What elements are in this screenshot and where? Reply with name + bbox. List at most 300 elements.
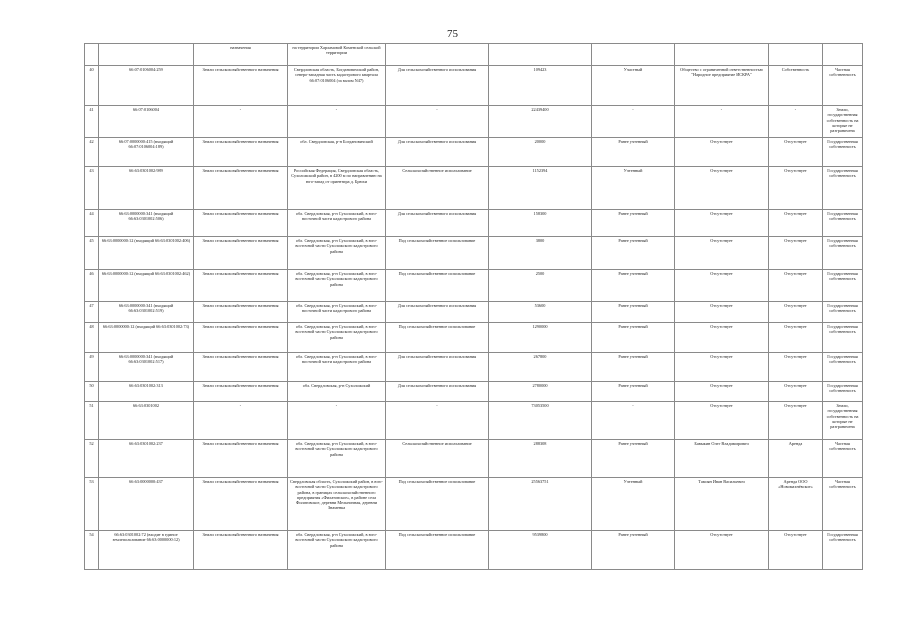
record-status-cell <box>592 44 675 66</box>
right-holder-cell <box>675 106 769 138</box>
right-type-cell <box>769 167 823 210</box>
permitted-use-cell <box>386 237 489 270</box>
permitted-use-text: Для сельскохозяйственного использования <box>397 211 477 216</box>
right-type-cell <box>769 138 823 167</box>
address-text: обл. Свердловская, р-н Сухоложский, в юго-восточной части Сухоложского кадастрового района <box>295 441 378 457</box>
address-cell <box>288 237 386 270</box>
permitted-use-text: Для сельскохозяйственного использования <box>397 354 477 359</box>
permitted-use-text: Для сельскохозяйственного использования <box>397 139 477 144</box>
land-category-text: Земли сельскохозяйственного назначения <box>202 303 279 308</box>
table-row <box>85 138 863 167</box>
right-type-cell <box>769 531 823 570</box>
record-status-text: Ранее учтенный <box>618 211 648 216</box>
record-status-cell <box>592 323 675 353</box>
area-cell <box>489 66 592 106</box>
address-cell <box>288 440 386 478</box>
table-row <box>85 210 863 237</box>
land-category-cell <box>194 167 288 210</box>
ownership-form-cell <box>823 440 863 478</box>
right-type-cell <box>769 302 823 323</box>
address-text: обл. Свердловская, р-н Сухоложский <box>302 383 371 388</box>
record-status-cell <box>592 478 675 531</box>
right-type-cell <box>769 210 823 237</box>
address-text: Российская Федерация, Свердловская область, Сухоложский район, в 4200 м по направлению на юго-запад от ориентира д. Брюхи <box>291 168 382 184</box>
right-type-cell <box>769 323 823 353</box>
land-category-text: Земли сельскохозяйственного назначения <box>202 532 279 537</box>
cadastral-number-text: 66:63:0000000:12 (входящий 66:63:0301002:462) <box>101 271 191 276</box>
cadastral-number-cell <box>99 66 194 106</box>
table-row <box>85 302 863 323</box>
permitted-use-text: Для сельскохозяйственного использования <box>397 67 477 72</box>
permitted-use-text: Под сельскохозяйственное использование <box>398 324 476 329</box>
right-type-text: Отсутствует <box>784 532 807 537</box>
area-text: 3800 <box>535 238 545 243</box>
land-category-text: Земли сельскохозяйственного назначения <box>202 324 279 329</box>
row-number-cell <box>85 302 99 323</box>
right-type-cell <box>769 237 823 270</box>
ownership-form-cell <box>823 478 863 531</box>
ownership-form-text: Государственная собственность <box>827 168 858 179</box>
cadastral-number-text: 66:63:0301002 <box>132 403 160 408</box>
ownership-form-text: Государственная собственность <box>827 324 858 335</box>
land-plots-table <box>84 43 863 570</box>
right-holder-text: Бавыкин Олег Владимирович <box>694 441 749 446</box>
row-number-text: 51 <box>89 403 94 408</box>
ownership-form-text: Государственная собственность <box>827 303 858 314</box>
right-holder-cell <box>675 440 769 478</box>
record-status-cell <box>592 66 675 106</box>
land-category-cell <box>194 66 288 106</box>
land-category-text: Земли сельскохозяйственного назначения <box>202 168 279 173</box>
record-status-text: Ранее учтенный <box>618 383 648 388</box>
right-holder-cell <box>675 167 769 210</box>
right-type-text: Отсутствует <box>784 354 807 359</box>
record-status-cell <box>592 237 675 270</box>
record-status-cell <box>592 302 675 323</box>
ownership-form-text: Государственная собственность <box>827 271 858 282</box>
address-text: - <box>335 403 338 408</box>
row-number-cell <box>85 353 99 382</box>
land-category-text: Земли сельскохозяйственного назначения <box>202 383 279 388</box>
land-category-text: Земли сельскохозяйственного назначения <box>202 479 279 484</box>
address-text: - <box>335 107 338 112</box>
cadastral-number-cell <box>99 237 194 270</box>
area-text: 9539800 <box>532 532 548 537</box>
area-cell <box>489 382 592 402</box>
right-type-text: Собственность <box>781 67 810 72</box>
right-holder-cell <box>675 237 769 270</box>
table-row <box>85 402 863 440</box>
record-status-cell <box>592 353 675 382</box>
area-text: 25563751 <box>531 479 549 484</box>
table-row <box>85 323 863 353</box>
row-number-cell <box>85 478 99 531</box>
address-cell <box>288 353 386 382</box>
land-category-text: - <box>239 107 242 112</box>
permitted-use-text: Сельскохозяйственное использование <box>402 441 472 446</box>
ownership-form-cell <box>823 167 863 210</box>
address-text: обл. Свердловская, р-н Сухоложский, в юго-восточной части кадастрового района <box>295 303 378 314</box>
permitted-use-text: Сельскохозяйственное использование <box>402 168 472 173</box>
permitted-use-cell <box>386 210 489 237</box>
table-row <box>85 44 863 66</box>
right-type-text: Отсутствует <box>784 271 807 276</box>
area-cell <box>489 402 592 440</box>
area-cell <box>489 167 592 210</box>
record-status-text: Ранее учтенный <box>618 441 648 446</box>
right-type-text: Отсутствует <box>784 211 807 216</box>
right-holder-cell <box>675 353 769 382</box>
area-text: 2500 <box>535 271 545 276</box>
land-category-cell <box>194 302 288 323</box>
land-category-text: - <box>239 403 242 408</box>
row-number-text: 49 <box>89 354 94 359</box>
table-row <box>85 237 863 270</box>
address-cell <box>288 167 386 210</box>
ownership-form-cell <box>823 237 863 270</box>
ownership-form-text: Частная собственность <box>829 479 856 490</box>
right-holder-text: Отсутствует <box>710 324 733 329</box>
ownership-form-cell <box>823 270 863 302</box>
permitted-use-cell <box>386 478 489 531</box>
cadastral-number-text: 66:63:0301002:72 (входит в единое землепользование 66:63:0000000:12) <box>112 532 180 543</box>
right-holder-cell <box>675 138 769 167</box>
right-type-text: Аренда <box>788 441 803 446</box>
cadastral-number-text: 66:63:0000000:341 (входящий 66:63:0301002:519) <box>118 303 174 314</box>
area-cell <box>489 531 592 570</box>
row-number-cell <box>85 210 99 237</box>
cadastral-number-text: 66:63:0000000:437 <box>129 479 163 484</box>
right-type-cell <box>769 66 823 106</box>
address-cell <box>288 270 386 302</box>
row-number-text: 40 <box>89 67 94 72</box>
area-cell <box>489 106 592 138</box>
land-category-text: Земли сельскохозяйственного назначения <box>202 441 279 446</box>
address-cell <box>288 106 386 138</box>
land-category-cell <box>194 478 288 531</box>
row-number-text: 52 <box>89 441 94 446</box>
table-row <box>85 353 863 382</box>
ownership-form-cell <box>823 66 863 106</box>
address-text: обл. Свердловская, р-н Сухоложский, в юго-восточной части кадастрового района <box>295 354 378 365</box>
ownership-form-cell <box>823 138 863 167</box>
record-status-cell <box>592 138 675 167</box>
cadastral-number-cell <box>99 478 194 531</box>
row-number-text: 43 <box>89 168 94 173</box>
record-status-text: Участный <box>623 67 643 72</box>
area-cell <box>489 440 592 478</box>
land-category-cell <box>194 237 288 270</box>
land-category-cell <box>194 531 288 570</box>
address-cell <box>288 302 386 323</box>
area-cell <box>489 302 592 323</box>
address-text: обл. Свердловская, р-н Сухоложский, в юго-восточной части Сухоложского кадастрового района <box>295 324 378 340</box>
permitted-use-text: Под сельскохозяйственное использование <box>398 532 476 537</box>
address-text: Свердловская область, Сухоложский район, в юго-восточной части Сухоложского кадастрового района, в границах сельскохозяйственного предприятия «Филатовское», в районе села Филатовское, деревни Мельничная, деревни Знаменка <box>290 479 383 511</box>
permitted-use-text: - <box>436 107 438 112</box>
table-row <box>85 478 863 531</box>
land-category-cell <box>194 106 288 138</box>
right-type-text: Отсутствует <box>784 168 807 173</box>
right-holder-text: Отсутствует <box>710 303 733 308</box>
record-status-text: Учтенный <box>623 168 643 173</box>
permitted-use-cell <box>386 138 489 167</box>
address-text: обл. Свердловская, р-н Сухоложский, в юго-восточной части кадастрового района <box>295 211 378 222</box>
row-number-text: 53 <box>89 479 94 484</box>
cadastral-number-cell <box>99 44 194 66</box>
area-cell <box>489 138 592 167</box>
area-text: 20000 <box>534 139 546 144</box>
right-holder-text: Отсутствует <box>710 168 733 173</box>
right-type-text: Отсутствует <box>784 403 807 408</box>
right-holder-cell <box>675 66 769 106</box>
row-number-cell <box>85 167 99 210</box>
land-category-cell <box>194 323 288 353</box>
right-holder-text: Отсутствует <box>710 139 733 144</box>
land-category-text: Земли сельскохозяйственного назначения <box>202 211 279 216</box>
cadastral-number-cell <box>99 402 194 440</box>
permitted-use-cell <box>386 44 489 66</box>
cadastral-number-text: 66:07:0106004 <box>132 107 160 112</box>
address-text: Свердловская область, Богдановичский район, северо-западная часть кадастрового квартала 66:07:0106004 (за валом N47) <box>293 67 380 83</box>
record-status-text: - <box>632 107 634 112</box>
row-number-cell <box>85 237 99 270</box>
permitted-use-text: Под сельскохозяйственное использование <box>398 479 476 484</box>
right-holder-cell <box>675 302 769 323</box>
row-number-cell <box>85 270 99 302</box>
ownership-form-cell <box>823 106 863 138</box>
row-number-cell <box>85 440 99 478</box>
record-status-text: Ранее учтенный <box>618 238 648 243</box>
record-status-text: Ранее учтенный <box>618 532 648 537</box>
permitted-use-text: Под сельскохозяйственное использование <box>398 238 476 243</box>
ownership-form-cell <box>823 302 863 323</box>
right-type-cell <box>769 44 823 66</box>
right-type-cell <box>769 402 823 440</box>
right-holder-text: Отсутствует <box>710 211 733 216</box>
record-status-cell <box>592 382 675 402</box>
address-cell <box>288 44 386 66</box>
address-cell <box>288 382 386 402</box>
ownership-form-text: Государственная собственность <box>827 383 858 394</box>
row-number-text: 46 <box>89 271 94 276</box>
permitted-use-cell <box>386 323 489 353</box>
row-number-text: 45 <box>89 238 94 243</box>
record-status-cell <box>592 210 675 237</box>
ownership-form-text: Государственная собственность <box>827 238 858 249</box>
right-type-text: Аренда ООО «Новомахнёвское» <box>778 479 813 490</box>
right-type-cell <box>769 270 823 302</box>
land-category-cell <box>194 440 288 478</box>
ownership-form-cell <box>823 531 863 570</box>
right-holder-cell <box>675 402 769 440</box>
permitted-use-cell <box>386 270 489 302</box>
cadastral-number-cell <box>99 210 194 237</box>
area-text: 109423 <box>533 67 547 72</box>
permitted-use-cell <box>386 302 489 323</box>
land-category-cell <box>194 138 288 167</box>
cadastral-number-text: 66:63:0301002:313 <box>129 383 163 388</box>
right-type-text: Отсутствует <box>784 383 807 388</box>
row-number-cell <box>85 66 99 106</box>
right-type-cell <box>769 440 823 478</box>
ownership-form-cell <box>823 353 863 382</box>
land-category-cell <box>194 353 288 382</box>
cadastral-number-cell <box>99 167 194 210</box>
cadastral-number-cell <box>99 323 194 353</box>
cadastral-number-text: 66:63:0301002:237 <box>129 441 163 446</box>
cadastral-number-text: 66:63:0000000:341 (входящий 66:63:0301002:517) <box>118 354 174 365</box>
address-cell <box>288 478 386 531</box>
page-number: 75 <box>447 28 458 40</box>
ownership-form-cell <box>823 402 863 440</box>
record-status-text: Учтенный <box>623 479 643 484</box>
record-status-cell <box>592 402 675 440</box>
ownership-form-text: Земли, государственная собственность на которые не разграничена <box>826 403 859 430</box>
right-type-text: Отсутствует <box>784 238 807 243</box>
area-cell <box>489 323 592 353</box>
record-status-text: Ранее учтенный <box>618 271 648 276</box>
right-holder-cell <box>675 323 769 353</box>
cadastral-number-text: 66:63:0000000:341 (входящий 66:63:0301002:506) <box>118 211 174 222</box>
area-cell <box>489 478 592 531</box>
land-category-cell <box>194 44 288 66</box>
table-row <box>85 382 863 402</box>
ownership-form-text: Земли, государственная собственность на которые не разграничена <box>826 107 859 134</box>
table-row <box>85 167 863 210</box>
right-holder-cell <box>675 382 769 402</box>
land-category-cell <box>194 382 288 402</box>
right-holder-text: Отсутствует <box>710 238 733 243</box>
permitted-use-cell <box>386 440 489 478</box>
row-number-cell <box>85 323 99 353</box>
address-cell <box>288 138 386 167</box>
row-number-text: 44 <box>89 211 94 216</box>
permitted-use-cell <box>386 531 489 570</box>
ownership-form-text: Государственная собственность <box>827 211 858 222</box>
row-number-cell <box>85 402 99 440</box>
record-status-text: Ранее учтенный <box>618 303 648 308</box>
record-status-cell <box>592 270 675 302</box>
right-holder-cell <box>675 478 769 531</box>
table-row <box>85 270 863 302</box>
address-text: на территории Харламовой Коменской сельской территории <box>292 45 381 56</box>
right-holder-text: - <box>720 107 723 112</box>
cadastral-number-cell <box>99 138 194 167</box>
right-holder-text: Отсутствует <box>710 383 733 388</box>
permitted-use-cell <box>386 382 489 402</box>
row-number-text: 54 <box>89 532 94 537</box>
row-number-text: 50 <box>89 383 94 388</box>
record-status-text: - <box>632 403 634 408</box>
right-type-cell <box>769 478 823 531</box>
cadastral-number-text: 66:07:0000000:415 (входящий 66:07:0106004:189) <box>118 139 174 150</box>
cadastral-number-cell <box>99 270 194 302</box>
area-text: 1290000 <box>532 324 548 329</box>
permitted-use-text: Под сельскохозяйственное использование <box>398 271 476 276</box>
land-category-cell <box>194 270 288 302</box>
right-type-cell <box>769 353 823 382</box>
permitted-use-cell <box>386 106 489 138</box>
right-holder-text: Отсутствует <box>710 532 733 537</box>
record-status-cell <box>592 440 675 478</box>
right-holder-text: Отсутствует <box>710 354 733 359</box>
permitted-use-cell <box>386 353 489 382</box>
address-cell <box>288 210 386 237</box>
cadastral-number-cell <box>99 353 194 382</box>
right-holder-cell <box>675 270 769 302</box>
address-text: обл. Свердловская, р-н Сухоложский, в юго-восточной части Сухоложского кадастрового района <box>295 238 378 254</box>
table-row <box>85 531 863 570</box>
right-holder-cell <box>675 44 769 66</box>
ownership-form-text: Частная собственность <box>829 67 856 78</box>
right-type-text: - <box>794 107 797 112</box>
area-text: 1152394 <box>532 168 548 173</box>
record-status-cell <box>592 531 675 570</box>
land-category-cell <box>194 210 288 237</box>
area-text: 267800 <box>533 354 547 359</box>
right-holder-text: Отсутствует <box>710 403 733 408</box>
address-cell <box>288 402 386 440</box>
ownership-form-text: Государственная собственность <box>827 139 858 150</box>
right-type-text: Отсутствует <box>784 324 807 329</box>
right-holder-text: Тамоян Иван Васильевич <box>698 479 745 484</box>
row-number-text: 42 <box>89 139 94 144</box>
permitted-use-cell <box>386 66 489 106</box>
permitted-use-text: Для сельскохозяйственного использования <box>397 383 477 388</box>
address-text: обл. Свердловская, р-н Богдановичский <box>300 139 373 144</box>
land-category-cell <box>194 402 288 440</box>
cadastral-number-text: 66:63:0000000:12 (входящий 66:63:0301002:406) <box>101 238 191 243</box>
address-text: обл. Свердловская, р-н Сухоложский, в юго-восточной части Сухоложского кадастрового района <box>295 271 378 287</box>
address-cell <box>288 66 386 106</box>
right-holder-cell <box>675 531 769 570</box>
row-number-text: 47 <box>89 303 94 308</box>
area-cell <box>489 44 592 66</box>
right-holder-cell <box>675 210 769 237</box>
cadastral-number-cell <box>99 531 194 570</box>
cadastral-number-cell <box>99 106 194 138</box>
row-number-text: 48 <box>89 324 94 329</box>
row-number-text: 41 <box>89 107 94 112</box>
ownership-form-cell <box>823 210 863 237</box>
ownership-form-text: Государственная собственность <box>827 354 858 365</box>
ownership-form-cell <box>823 382 863 402</box>
cadastral-number-text: 66:07:0106004:259 <box>129 67 163 72</box>
area-cell <box>489 270 592 302</box>
row-number-cell <box>85 382 99 402</box>
row-number-cell <box>85 138 99 167</box>
right-type-text: Отсутствует <box>784 139 807 144</box>
area-text: 158300 <box>533 211 547 216</box>
right-holder-text: Общество с ограниченной ответственностью "Народное предприятие ИСКРА" <box>680 67 763 78</box>
address-cell <box>288 531 386 570</box>
address-cell <box>288 323 386 353</box>
area-cell <box>489 237 592 270</box>
cadastral-number-text: 66:63:0000000:12 (входящий 66:63:0301002:73) <box>102 324 190 329</box>
right-type-text: Отсутствует <box>784 303 807 308</box>
table-row <box>85 66 863 106</box>
land-category-text: Земли сельскохозяйственного назначения <box>202 238 279 243</box>
table-row <box>85 440 863 478</box>
table-row <box>85 106 863 138</box>
area-text: 2780000 <box>532 383 548 388</box>
ownership-form-text: Государственная собственность <box>827 532 858 543</box>
area-text: 22439400 <box>531 107 549 112</box>
permitted-use-text: Для сельскохозяйственного использования <box>397 303 477 308</box>
record-status-cell <box>592 167 675 210</box>
area-cell <box>489 353 592 382</box>
